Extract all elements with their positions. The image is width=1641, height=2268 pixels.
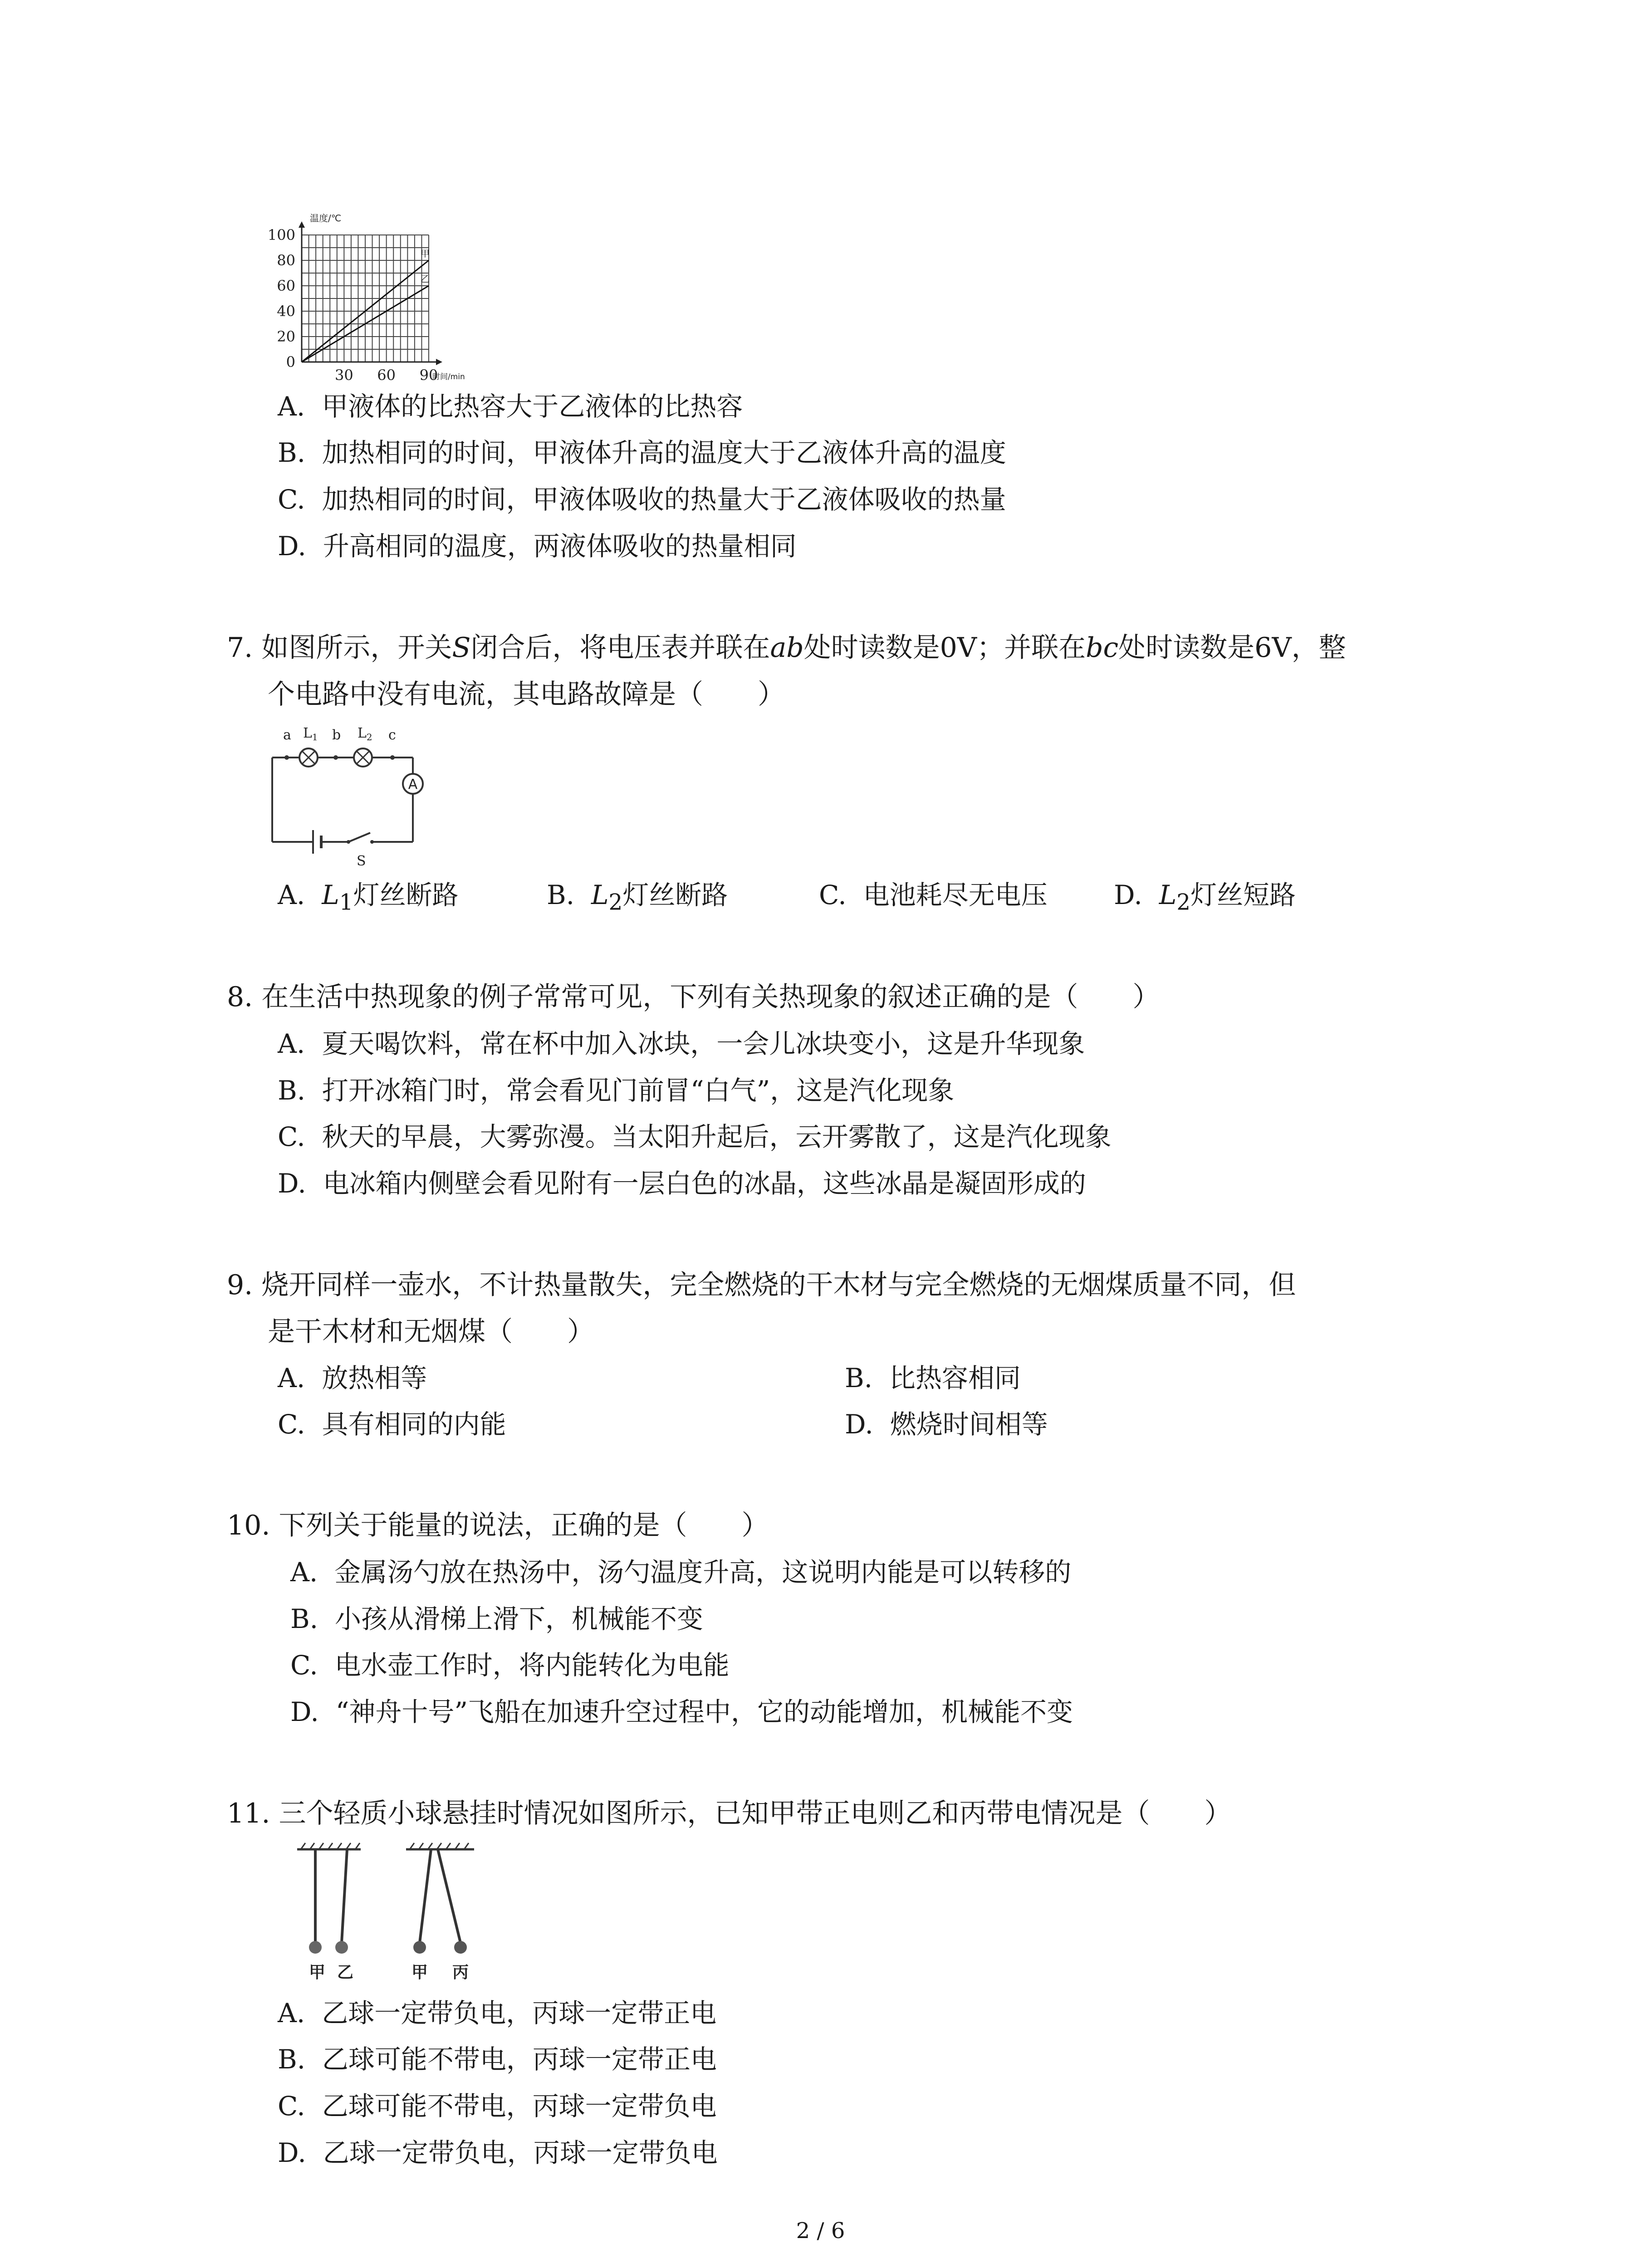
- y-tick-label: 80: [277, 252, 295, 269]
- y-tick-label: 40: [277, 303, 295, 320]
- label-jia-2: 甲: [411, 1963, 428, 1982]
- right-support-icon: [406, 1843, 474, 1849]
- q11-option-c: C. 乙球可能不带电，丙球一定带负电: [278, 2091, 717, 2121]
- q7-option-c: C. 电池耗尽无电压: [819, 880, 1048, 910]
- switch-icon: [347, 833, 374, 844]
- y-axis-arrow: [299, 221, 305, 228]
- q11-option-d: D. 乙球一定带负电，丙球一定带负电: [278, 2137, 718, 2168]
- ball-jia-1: [309, 1941, 322, 1954]
- x-tick-label: 30: [334, 367, 353, 384]
- x-tick-label: 60: [377, 367, 396, 384]
- x-axis-label: 时间/min: [432, 372, 465, 381]
- terminal-b-dot: [333, 755, 338, 760]
- label-jia-1: 甲: [309, 1963, 326, 1982]
- label-l2: $L_2$: [358, 725, 372, 743]
- y-tick-label: 20: [277, 328, 295, 345]
- q6-chart-svg: [254, 213, 490, 386]
- label-yi: 乙: [337, 1963, 354, 1982]
- q7-stem-line1: 7. 如图所示，开关S闭合后，将电压表并联在ab处时读数是0V；并联在bc处时读数是6V，整: [227, 632, 1346, 664]
- label-s: S: [357, 853, 366, 869]
- y-axis-label: 温度/℃: [310, 213, 342, 224]
- q8-option-a: A. 夏天喝饮料，常在杯中加入冰块，一会儿冰块变小，这是升华现象: [278, 1028, 1085, 1059]
- q9-option-d: D. 燃烧时间相等: [845, 1409, 1048, 1440]
- q10-option-a: A. 金属汤勺放在热汤中，汤勺温度升高，这说明内能是可以转移的: [290, 1557, 1072, 1588]
- ball-yi: [335, 1941, 348, 1954]
- page-number: 2 / 6: [796, 2218, 845, 2244]
- q11-figure-svg: [284, 1839, 510, 1984]
- q7-circuit-svg: [268, 721, 449, 871]
- q8-option-d: D. 电冰箱内侧壁会看见附有一层白色的冰晶，这些冰晶是凝固形成的: [278, 1168, 1086, 1199]
- label-c: c: [388, 727, 396, 743]
- lamp-l1-icon: [299, 748, 318, 767]
- q6-option-c: C. 加热相同的时间，甲液体吸收的热量大于乙液体吸收的热量: [278, 484, 1006, 515]
- q11-option-a: A. 乙球一定带负电，丙球一定带正电: [278, 1998, 717, 2028]
- x-tick-label: 90: [419, 367, 438, 384]
- label-bing: 丙: [452, 1963, 469, 1982]
- svg-text:A: A: [408, 777, 418, 792]
- q9-option-b: B. 比热容相同: [845, 1363, 1021, 1393]
- q7-circuit-diagram: [268, 721, 449, 871]
- q9-option-c: C. 具有相同的内能: [278, 1409, 506, 1440]
- ammeter-icon: [403, 774, 423, 794]
- y-tick-label: 60: [277, 277, 295, 294]
- x-axis-arrow: [436, 359, 442, 365]
- q9-stem-line1: 9. 烧开同样一壶水，不计热量散失，完全燃烧的干木材与完全燃烧的无烟煤质量不同，但: [227, 1269, 1296, 1301]
- label-l1: $L_1$: [303, 725, 318, 743]
- left-support-icon: [297, 1843, 361, 1849]
- q6-temperature-chart: [254, 213, 490, 386]
- q10-option-c: C. 电水壶工作时，将内能转化为电能: [290, 1650, 730, 1681]
- q10-stem: 10. 下列关于能量的说法，正确的是（ ）: [227, 1510, 769, 1541]
- q11-stem: 11. 三个轻质小球悬挂时情况如图所示，已知甲带正电则乙和丙带电情况是（ ）: [227, 1798, 1232, 1829]
- q6-option-d: D. 升高相同的温度，两液体吸收的热量相同: [278, 531, 797, 562]
- q7-option-b: B. $L_2$灯丝断路: [547, 880, 728, 915]
- terminal-a-dot: [284, 755, 289, 760]
- ball-jia-2: [413, 1941, 426, 1954]
- q7-stem-line2: 个电路中没有电流，其电路故障是（ ）: [268, 679, 785, 710]
- q7-option-d: D. $L_2$灯丝短路: [1114, 880, 1296, 915]
- ball-bing: [454, 1941, 467, 1954]
- terminal-c-dot: [390, 755, 395, 760]
- q8-option-c: C. 秋天的早晨，大雾弥漫。当太阳升起后，云开雾散了，这是汽化现象: [278, 1121, 1112, 1152]
- label-a: a: [283, 727, 291, 743]
- q10-option-b: B. 小孩从滑梯上滑下，机械能不变: [290, 1603, 703, 1634]
- q6-option-a: A. 甲液体的比热容大于乙液体的比热容: [278, 391, 743, 422]
- q8-stem: 8. 在生活中热现象的例子常常可见，下列有关热现象的叙述正确的是（ ）: [227, 981, 1160, 1013]
- series-label-2: 乙: [421, 274, 430, 284]
- q11-hanging-balls-figure: [284, 1839, 510, 1984]
- q9-stem-line2: 是干木材和无烟煤（ ）: [268, 1316, 594, 1348]
- y-tick-label: 0: [286, 353, 295, 371]
- label-b: b: [332, 727, 341, 743]
- q9-option-a: A. 放热相等: [278, 1363, 427, 1393]
- battery-icon: [313, 830, 321, 854]
- y-tick-label: 100: [267, 226, 295, 244]
- lamp-l2-icon: [354, 748, 372, 767]
- q10-option-d: D. “神舟十号”飞船在加速升空过程中，它的动能增加，机械能不变: [290, 1696, 1073, 1727]
- q7-option-a: A. $L_1$灯丝断路: [278, 880, 459, 915]
- q6-option-b: B. 加热相同的时间，甲液体升高的温度大于乙液体升高的温度: [278, 437, 1006, 468]
- q8-option-b: B. 打开冰箱门时，常会看见门前冒“白气”，这是汽化现象: [278, 1075, 955, 1106]
- series-label-1: 甲: [421, 248, 430, 259]
- q11-option-b: B. 乙球可能不带电，丙球一定带正电: [278, 2044, 717, 2075]
